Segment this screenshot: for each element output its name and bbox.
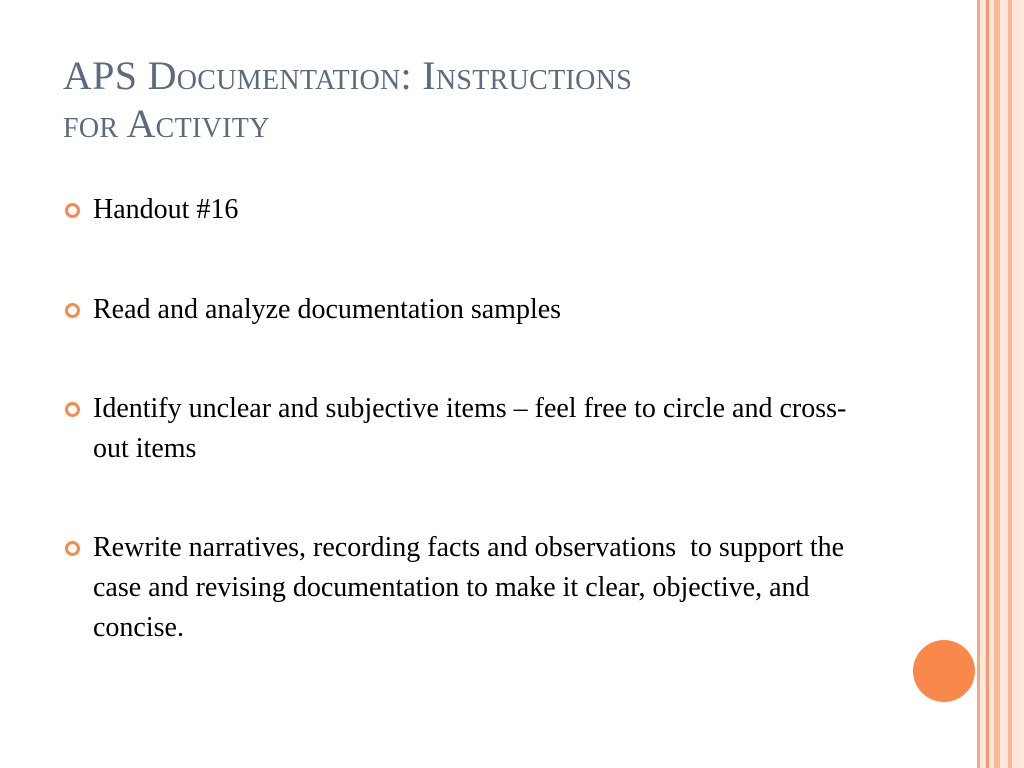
bullet-circle-icon xyxy=(65,203,80,218)
decor-stripe xyxy=(1012,0,1024,768)
bullet-text: Handout #16 xyxy=(93,194,239,225)
bullet-circle-icon xyxy=(65,541,80,556)
title-line-1: APS Documentation: Instructions xyxy=(63,53,633,98)
list-item xyxy=(63,389,863,469)
list-item xyxy=(63,528,863,648)
bullet-text: Read and analyze documentation samples xyxy=(93,294,562,325)
decor-stripe xyxy=(1000,0,1008,768)
bullet-circle-icon xyxy=(65,402,80,417)
list-item xyxy=(63,190,863,230)
title-line-2: for Activity xyxy=(63,101,270,146)
bullet-text: Identify unclear and subjective items – feel free to circle and cross-out items xyxy=(93,393,847,464)
bullet-list xyxy=(63,190,863,648)
bullet-circle-icon xyxy=(65,303,80,318)
page-title xyxy=(63,52,923,148)
list-item xyxy=(63,290,863,330)
orange-circle-icon xyxy=(913,640,975,702)
bullet-text: Rewrite narratives, recording facts and observations to support the case and revising documentation to make it clear, objective, and concise. xyxy=(93,532,852,643)
